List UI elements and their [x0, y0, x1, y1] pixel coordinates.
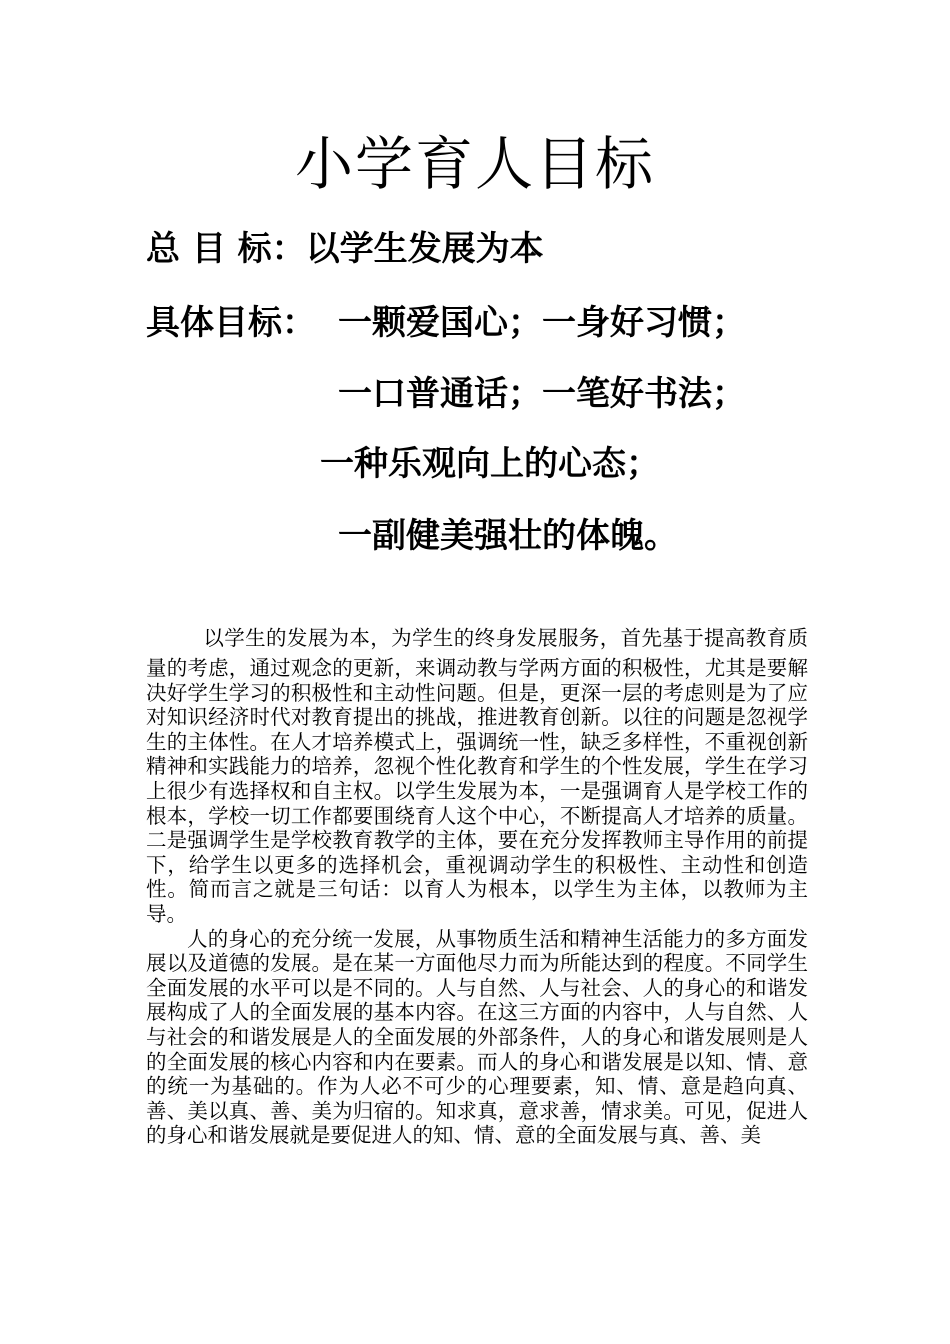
specific-goal-item: 一副健美强壮的体魄。 [338, 516, 678, 556]
overall-goal-label: 总 目 标： [146, 229, 306, 269]
specific-goal-item: 一口普通话；一笔好书法； [338, 374, 746, 414]
overall-goal-value: 以学生发展为本 [305, 229, 544, 269]
overall-goal [146, 227, 544, 271]
paragraph: 以学生的发展为本，为学生的终身发展服务，首先基于提高教育质量的考虑，通过观念的更新，来调动教与学两方面的积极性，尤其是要解决好学生学习的积极性和主动性问题。但是，更深一层的考虑则是为了应对知识经济时代对教育提出的挑战，推进教育创新。以往的问题是忽视学生的主体性。在人才培养模式上，强调统一性，缺乏多样性，不重视创新精神和实践能力的培养，忽视个性化教育和学生的个性发展，学生在学习上很少有选择权和自主权。以学生发展为本，一是强调育人是学校工作的根本，学校一切工作都要围绕育人这个中心，不断提高人才培养的质量。二是强调学生是学校教育教学的主体，要在充分发挥教师主导作用的前提下，给学生以更多的选择机会，重视调动学生的积极性、主动性和创造性。简而言之就是三句话：以育人为根本，以学生为主体，以教师为主导。 [146, 626, 808, 926]
page-title: 小学育人目标 [294, 130, 655, 198]
paragraph: 人的身心的充分统一发展，从事物质生活和精神生活能力的多方面发展以及道德的发展。是在某一方面他尽力而为所能达到的程度。不同学生全面发展的水平可以是不同的。人与自然、人与社会、人的身心的和谐发展构成了人的全面发展的基本内容。在这三方面的内容中，人与自然、人与社会的和谐发展是人的全面发展的外部条件，人的身心和谐发展则是人的全面发展的核心内容和内在要素。而人的身心和谐发展是以知、情、意的统一为基础的。作为人必不可少的心理要素，知、情、意是趋向真、善、美以真、善、美为归宿的。知求真，意求善，情求美。可见，促进人的身心和谐发展就是要促进人的知、情、意的全面发展与真、善、美 [146, 926, 808, 1148]
specific-goal-item: 一颗爱国心；一身好习惯； [338, 303, 746, 343]
specific-goals-label: 具体目标： [146, 303, 316, 343]
body-text [146, 620, 808, 1148]
specific-goal-item: 一种乐观向上的心态； [320, 444, 660, 484]
